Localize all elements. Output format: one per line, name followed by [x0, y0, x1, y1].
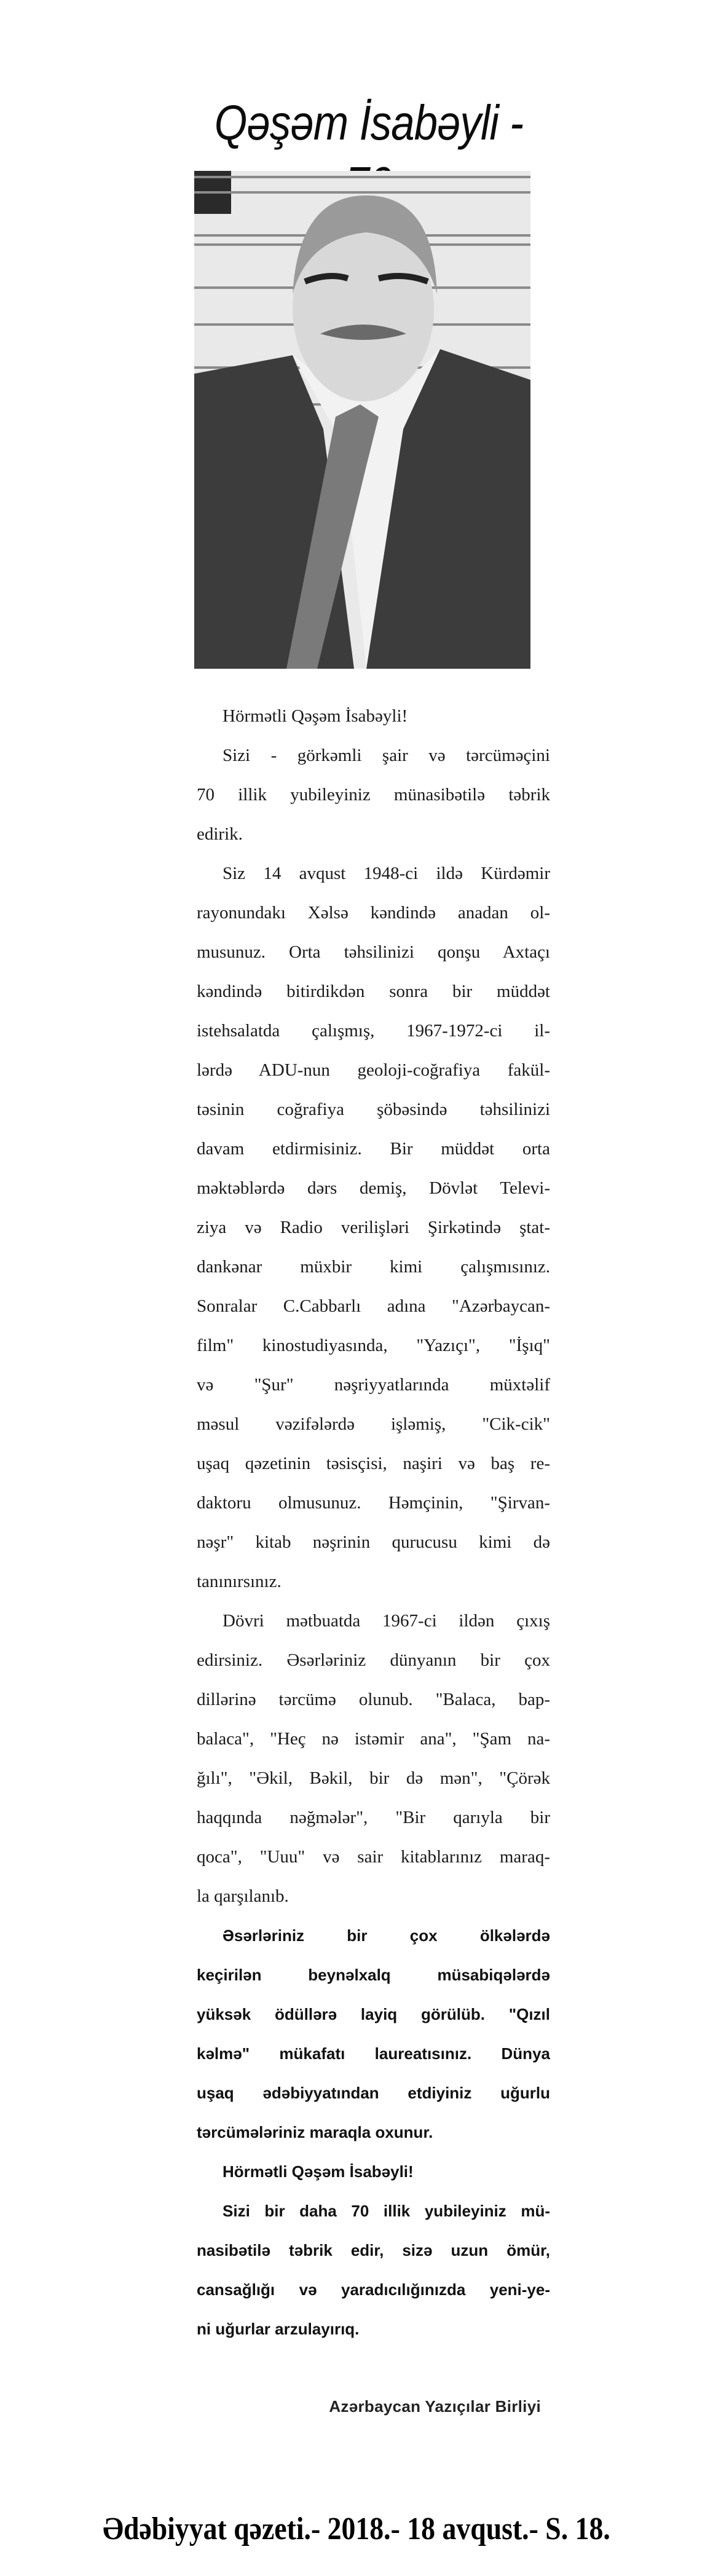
text-line: kəndində bitirdikdən sonra bir müddət	[197, 982, 550, 1001]
text-line: uşaq qəzetinin təsisçisi, naşiri və baş re-	[197, 1454, 550, 1473]
text-line: tanınırsınız.	[197, 1572, 282, 1591]
text-line: haqqında nəğmələr", "Bir qarıyla bir	[197, 1808, 550, 1827]
text-line: və "Şur" nəşriyyatlarında müxtəlif	[197, 1375, 550, 1395]
source-citation: Ədəbiyyat qəzeti.- 2018.- 18 avqust.- S. 18.	[103, 2511, 610, 2546]
text-line: musunuz. Orta təhsilinizi qonşu Axtaçı	[197, 942, 550, 962]
text-line: ni uğurlar arzulayırıq.	[197, 2320, 360, 2338]
paragraph	[197, 854, 550, 1601]
text-line: la qarşılanıb.	[197, 1886, 289, 1906]
text-line: Sizi bir daha 70 illik yubileyiniz mü-	[223, 2202, 550, 2220]
text-line: məsul vəzifələrdə işləmiş, "Cik-cik"	[197, 1414, 550, 1434]
text-line: keçirilən beynəlxalq müsabiqələrdə	[197, 1966, 550, 1984]
paragraph	[197, 696, 550, 736]
text-line: ğılı", "Əkil, Bəkil, bir də mən", "Çörək	[197, 1768, 550, 1788]
text-line: Sonralar C.Cabbarlı adına "Azərbaycan-	[197, 1296, 550, 1316]
paragraph	[197, 1601, 550, 1916]
text-line: cansağlığı və yaradıcılığınızda yeni-ye-	[197, 2280, 550, 2299]
article-title: Qəşəm İsabəyli -	[214, 95, 524, 150]
text-line: kəlmə" mükafatı laureatısınız. Dünya	[197, 2044, 550, 2063]
text-line: dankənar müxbir kimi çalışmısınız.	[197, 1257, 550, 1277]
text-line: yüksək ödüllərə layiq görülüb. "Qızıl	[197, 2005, 550, 2023]
text-line: uşaq ədəbiyyatından etdiyiniz uğurlu	[197, 2084, 550, 2102]
text-line: Sizi - görkəmli şair və tərcüməçini	[223, 746, 550, 765]
text-line: qoca", "Uuu" və sair kitablarınız maraq-	[197, 1847, 550, 1867]
paragraph	[197, 1916, 550, 2152]
text-line: məktəblərdə dərs demiş, Dövlət Televi-	[197, 1178, 550, 1198]
text-line: lərdə ADU-nun geoloji-coğrafiya fakül-	[197, 1060, 550, 1080]
text-line: 70 illik yubileyiniz münasibətilə təbrik	[197, 785, 550, 805]
text-line: daktoru olmusunuz. Həmçinin, "Şirvan-	[197, 1493, 550, 1513]
text-line: dillərinə tərcümə olunub. "Balaca, bap-	[197, 1690, 550, 1709]
text-line: Əsərləriniz bir çox ölkələrdə	[223, 1926, 550, 1945]
text-line: təsinin coğrafiya şöbəsində təhsilinizi	[197, 1100, 550, 1119]
paragraph	[197, 2191, 550, 2349]
text-line: edirik.	[197, 824, 243, 844]
text-line: Hörmətli Qəşəm İsabəyli!	[223, 706, 408, 726]
text-line: edirsiniz. Əsərləriniz dünyanın bir çox	[197, 1650, 550, 1670]
text-line: balaca", "Heç nə istəmir ana", "Şam na-	[197, 1729, 550, 1749]
text-line: Siz 14 avqust 1948-ci ildə Kürdəmir	[223, 864, 550, 883]
paragraph	[197, 736, 550, 854]
text-line: davam etdirmisiniz. Bir müddət orta	[197, 1139, 550, 1159]
text-line: ziya və Radio verilişləri Şirkətində ştat-	[197, 1218, 550, 1237]
text-line: rayonundakı Xəlsə kəndində anadan ol-	[197, 903, 550, 923]
paragraph	[197, 2152, 550, 2191]
text-line: nəşr" kitab nəşrinin qurucusu kimi də	[197, 1532, 550, 1552]
text-line: istehsalatda çalışmış, 1967-1972-ci il-	[197, 1021, 550, 1041]
text-line: film" kinostudiyasında, "Yazıçı", "İşıq"	[197, 1336, 550, 1355]
portrait-photo	[194, 171, 530, 669]
text-line: Hörmətli Qəşəm İsabəyli!	[223, 2162, 414, 2181]
text-line: tərcümələriniz maraqla oxunur.	[197, 2123, 433, 2141]
signature: Azərbaycan Yazıçılar Birliyi	[329, 2397, 541, 2416]
text-line: nasibətilə təbrik edir, sizə uzun ömür,	[197, 2241, 550, 2259]
text-line: Dövri mətbuatda 1967-ci ildən çıxış	[223, 1611, 550, 1631]
article-body	[197, 696, 550, 2349]
